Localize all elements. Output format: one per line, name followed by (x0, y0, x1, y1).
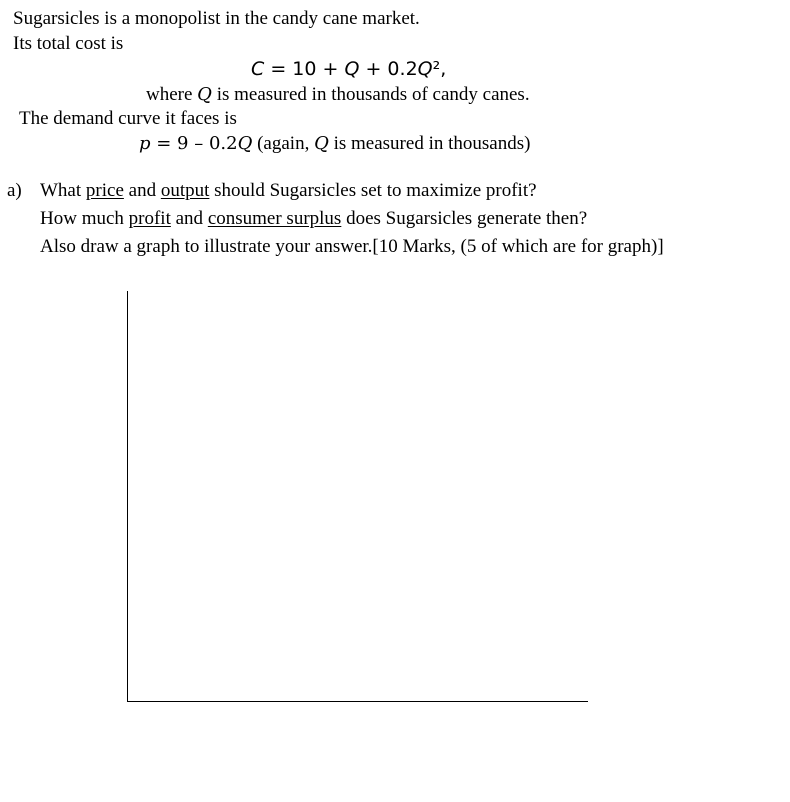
cost-q-2: Q (417, 58, 433, 80)
demand-eq-part: = 9 – 0.2 (150, 133, 238, 154)
q1-part-b: and (123, 180, 161, 201)
demand-intro: The demand curve it faces is (19, 108, 237, 129)
q1-part-c: should Sugarsicles set to maximize profit? (209, 180, 537, 201)
where-line (146, 85, 530, 104)
cost-plus-part: + 0.2 (359, 58, 418, 80)
where-post: is measured in thousands of candy canes. (211, 84, 530, 105)
cost-q-1: Q (344, 58, 360, 80)
intro-line-2: Its total cost is (13, 33, 124, 54)
question-line-2 (40, 209, 587, 228)
graph-y-axis (127, 291, 128, 702)
q1-price: price (85, 180, 124, 201)
demand-paren-post: is measured in thousands) (328, 133, 531, 154)
where-pre: where (146, 84, 198, 105)
q1-part-a: What (40, 180, 86, 201)
cost-symbol: C (251, 58, 265, 80)
q1-output: output (160, 180, 210, 201)
question-label: a) (7, 180, 22, 201)
graph-x-axis (127, 701, 588, 702)
where-q: Q (197, 84, 212, 105)
q2-consumer-surplus: consumer surplus (207, 208, 342, 229)
cost-equation (251, 60, 446, 79)
demand-p: p (139, 133, 151, 154)
demand-paren-pre: (again, (252, 133, 315, 154)
question-line-3: Also draw a graph to illustrate your answer.[10 Marks, (5 of which are for graph)] (40, 236, 664, 257)
cost-square-part: ², (432, 58, 447, 80)
q2-part-a: How much (40, 208, 129, 229)
intro-line-1: Sugarsicles is a monopolist in the candy cane market. (13, 8, 420, 29)
q2-part-c: does Sugarsicles generate then? (341, 208, 588, 229)
demand-q-2: Q (314, 133, 329, 154)
q2-part-b: and (170, 208, 208, 229)
demand-equation (139, 134, 530, 153)
question-line-1 (40, 181, 537, 200)
cost-eq-part: = 10 + (264, 58, 345, 80)
q2-profit: profit (128, 208, 171, 229)
demand-q: Q (237, 133, 253, 154)
